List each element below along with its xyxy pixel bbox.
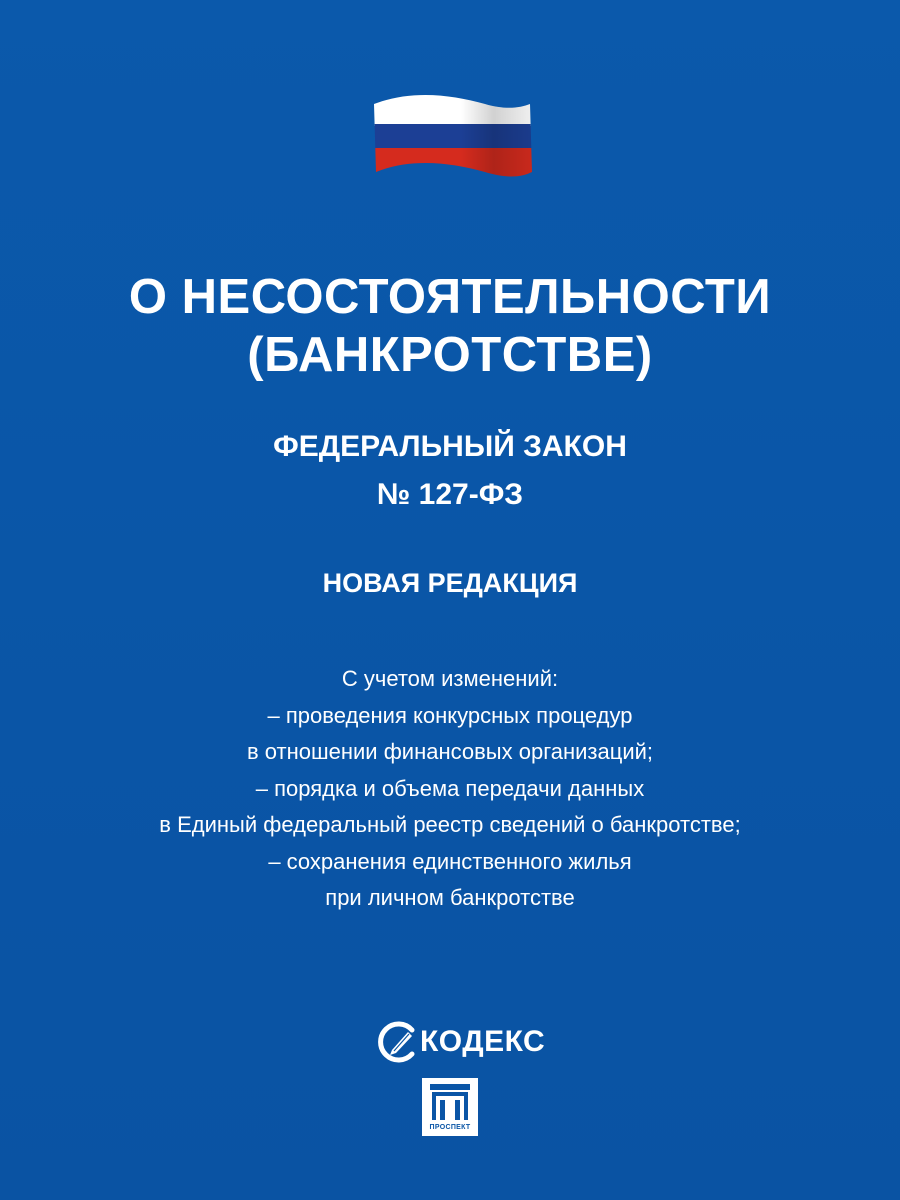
kodeks-logo	[378, 1020, 545, 1064]
changes-line: в Единый федеральный реестр сведений о банкротстве;	[159, 812, 741, 837]
law-name	[0, 423, 900, 519]
law-number: № 127-ФЗ	[376, 478, 524, 511]
changes-line: – проведения конкурсных процедур	[267, 702, 633, 728]
prospekt-logo-text: ПРОСПЕКТ	[429, 1124, 471, 1131]
changes-line: – сохранения единственного жилья	[268, 848, 632, 874]
edition-label: НОВАЯ РЕДАКЦИЯ	[322, 568, 578, 598]
book-title-line-2: (БАНКРОТСТВЕ)	[247, 328, 653, 382]
book-title-line-1: О НЕСОСТОЯТЕЛЬНОСТИ	[128, 270, 772, 324]
changes-line: в отношении финансовых организаций;	[246, 739, 654, 764]
changes-line: – порядка и объема передачи данных	[255, 775, 645, 801]
law-type: ФЕДЕРАЛЬНЫЙ ЗАКОН	[273, 430, 627, 463]
book-title	[0, 268, 900, 384]
russian-flag-icon	[370, 92, 535, 187]
changes-list	[0, 661, 900, 917]
kodeks-pen-logo-icon	[378, 1020, 418, 1064]
changes-line: С учетом изменений:	[341, 666, 559, 691]
kodeks-logo-text: КОДЕКС	[420, 1025, 546, 1058]
changes-line: при личном банкротстве	[325, 885, 575, 910]
